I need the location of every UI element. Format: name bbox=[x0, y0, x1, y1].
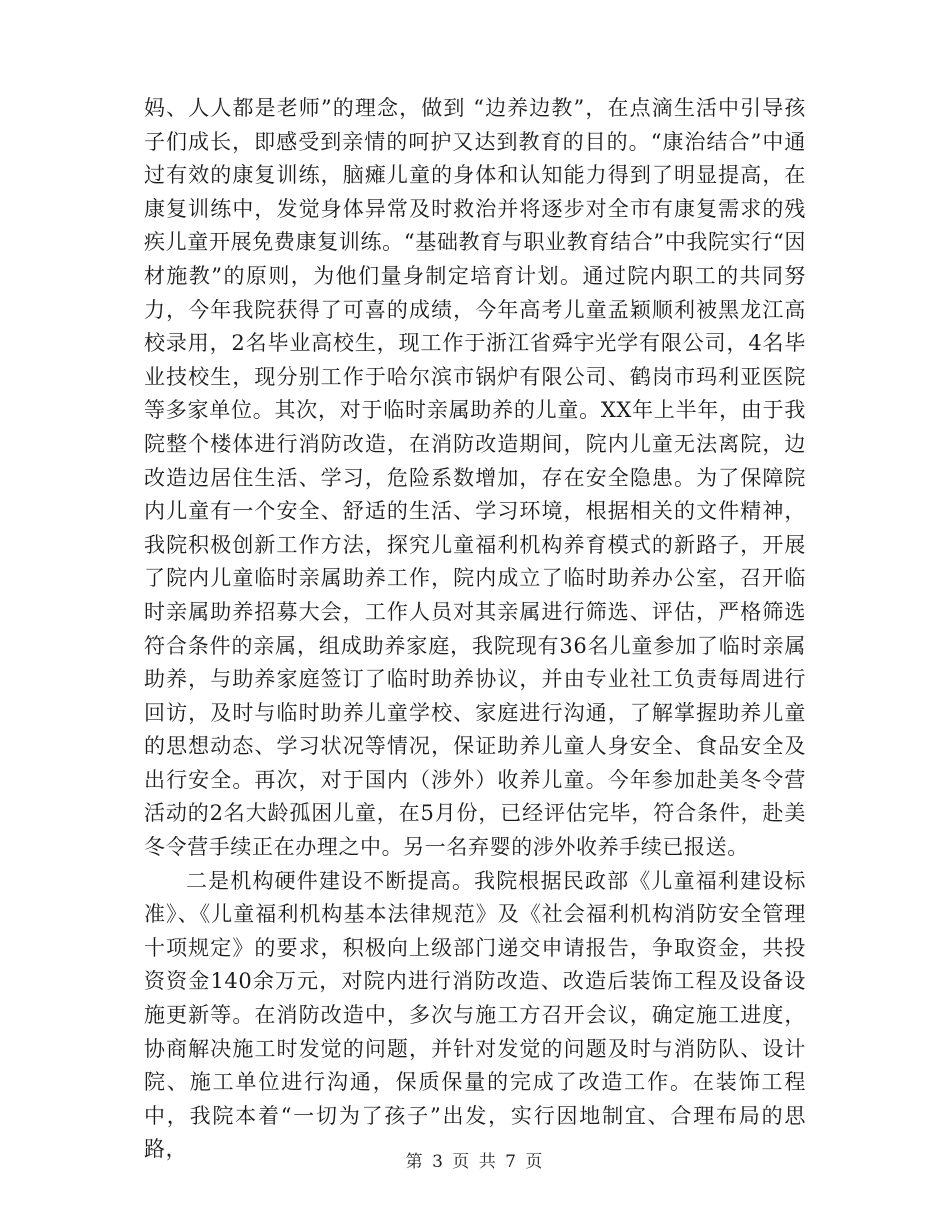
paragraph-facility-construction: 二是机构硬件建设不断提高。我院根据民政部《儿童福利建设标准》、《儿童福利机构基本法律规范》及《社会福利机构消防安全管理十项规定》的要求，积极向上级部门递交申请报告，争取资金，共投资资金140余万元，对院内进行消防改造、改造后装饰工程及设备设施更新等。在消防改造中，多次与施工方召开会议，确定施工进度，协商解决施工时发觉的问题，并针对发觉的问题及时与消防队、设计院、施工单位进行沟通，保质保量的完成了改造工作。在装饰工程中，我院本着“一切为了孩子”出发，实行因地制宜、合理布局的思路， bbox=[144, 868, 806, 1162]
paragraph-continuation: 妈、人人都是老师”的理念，做到 “边养边教”，在点滴生活中引导孩子们成长，即感受到亲情的呵护又达到教育的目的。“康治结合”中通过有效的康复训练，脑瘫儿童的身体和认知能力得到了明显提高，在康复训练中，发觉身体异常及时救治并将逐步对全市有康复需求的残疾儿童开展免费康复训练。“基础教育与职业教育结合”中我院实行“因材施教”的原则，为他们量身制定培育计划。通过院内职工的共同努力，今年我院获得了可喜的成绩，今年高考儿童孟颖顺利被黑龙江高校录用，2名毕业高校生，现工作于浙江省舜宇光学有限公司，4名毕业技校生，现分别工作于哈尔滨市锅炉有限公司、鹤岗市玛利亚医院等多家单位。其次，对于临时亲属助养的儿童。XX年上半年，由于我院整个楼体进行消防改造，在消防改造期间，院内儿童无法离院，边改造边居住生活、学习，危险系数增加，存在安全隐患。为了保障院内儿童有一个安全、舒适的生活、学习环境，根据相关的文件精神，我院积极创新工作方法，探究儿童福利机构养育模式的新路子，开展了院内儿童临时亲属助养工作，院内成立了临时助养办公室，召开临时亲属助养招募大会，工作人员对其亲属进行筛选、评估，严格筛选符合条件的亲属，组成助养家庭，我院现有36名儿童参加了临时亲属助养，与助养家庭签订了临时助养协议，并由专业社工负责每周进行回访，及时与临时助养儿童学校、家庭进行沟通，了解掌握助养儿童的思想动态、学习状况等情况，保证助养儿童人身安全、食品安全及出行安全。再次，对于国内（涉外）收养儿童。今年参加赴美冬令营活动的2名大龄孤困儿童，在5月份，已经评估完毕，符合条件，赴美冬令营手续正在办理之中。另一名弃婴的涉外收养手续已报送。 bbox=[144, 96, 806, 860]
page-number-footer: 第 3 页 共 7 页 bbox=[405, 1152, 545, 1172]
document-body bbox=[144, 92, 806, 1167]
